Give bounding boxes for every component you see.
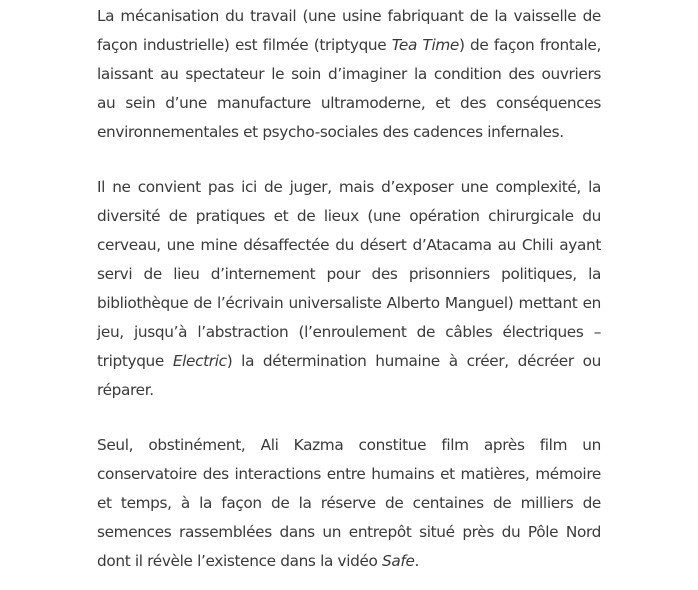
paragraph-1 xyxy=(97,2,601,147)
paragraph-3-text-b: . xyxy=(414,552,420,570)
title-safe: Safe xyxy=(382,552,415,570)
title-electric: Electric xyxy=(172,352,227,370)
article-body xyxy=(97,2,601,576)
paragraph-3 xyxy=(97,431,601,576)
title-tea-time: Tea Time xyxy=(391,36,459,54)
paragraph-3-text-a: Seul, obstinément, Ali Kazma constitue film après film un conservatoire des interactions entre humains et matières, mémoire et temps, à la façon de la réserve de centaines de milliers de semences rassemblées dans un entrepôt situé près du Pôle Nord dont il révèle l’existence dans la vidéo xyxy=(97,436,601,570)
paragraph-1-text-a: La mécanisation du travail (une usine fabriquant de la vaisselle de façon industrielle) est filmée (triptyque xyxy=(97,7,601,54)
paragraph-1-text-b: ) de façon frontale, laissant au spectateur le soin d’imaginer la condition des ouvriers au sein d’une manufacture ultramoderne, et des conséquences environnementales et psycho-sociales des cadences infernales. xyxy=(97,36,601,141)
paragraph-2-text-b: ) la détermination humaine à créer, décréer ou réparer. xyxy=(97,352,601,399)
paragraph-2 xyxy=(97,173,601,405)
paragraph-2-text-a: Il ne convient pas ici de juger, mais d’exposer une complexité, la diversité de pratiques et de lieux (une opération chirurgicale du cerveau, une mine désaffectée du désert d’Atacama au Chili ayant servi de lieu d’internement pour des prisonniers politiques, la bibliothèque de l’écrivain universaliste Alberto Manguel) mettant en jeu, jusqu’à l’abstraction (l’enroulement de câbles électriques – triptyque xyxy=(97,178,601,370)
